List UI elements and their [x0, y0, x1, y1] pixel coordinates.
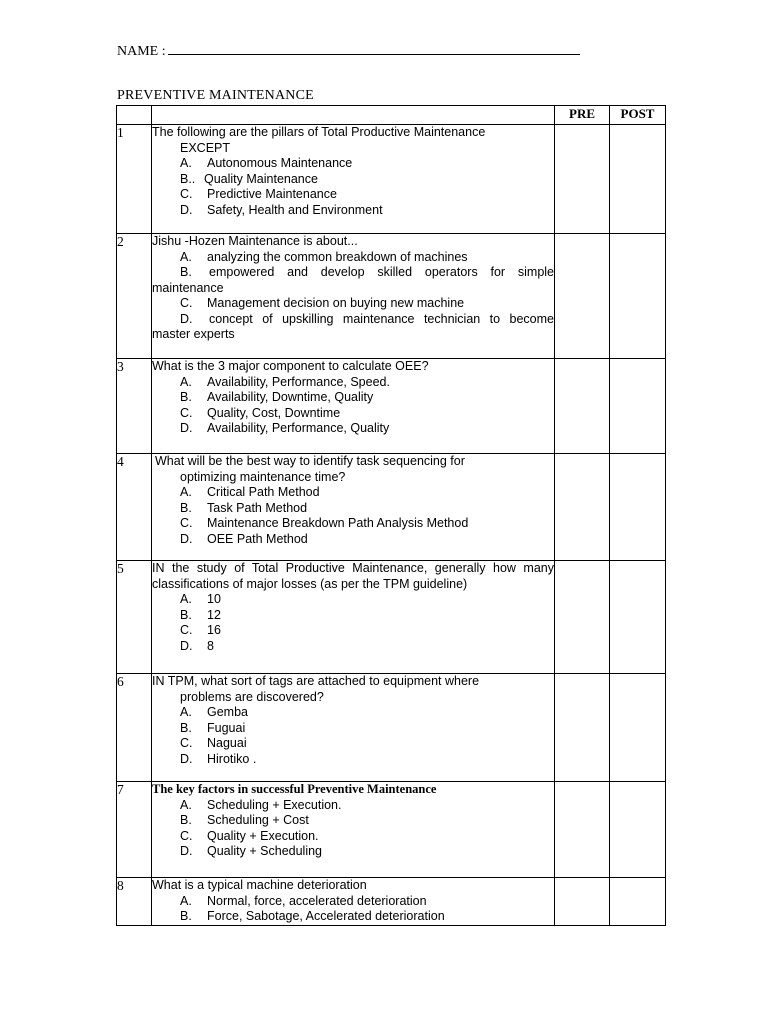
pre-answer-cell[interactable]: [555, 674, 610, 782]
question-number: 7: [117, 782, 152, 878]
option-b: B. Fuguai: [180, 720, 246, 735]
option-a: A. 10: [180, 592, 221, 606]
post-answer-cell[interactable]: [610, 561, 666, 674]
name-field[interactable]: [117, 42, 580, 60]
option-a: A. Normal, force, accelerated deterioration: [180, 893, 427, 908]
question-cell: [152, 561, 555, 674]
option-c: C. Quality + Execution.: [180, 828, 319, 843]
pre-answer-cell[interactable]: [555, 878, 610, 926]
question-stem: Jishu -Hozen Maintenance is about...: [152, 234, 358, 248]
question-stem-continued: optimizing maintenance time?: [180, 469, 346, 484]
question-cell: [152, 674, 555, 782]
option-d: D. 8: [180, 638, 214, 653]
header-num-cell: [117, 106, 152, 125]
question-cell: [152, 782, 555, 878]
option-b: B. Task Path Method: [180, 500, 308, 515]
option-c: C. 16: [180, 623, 221, 637]
question-number: 6: [117, 674, 152, 782]
option-b: B. Force, Sabotage, Accelerated deterioration: [180, 909, 445, 923]
post-answer-cell[interactable]: [610, 359, 666, 454]
question-stem: The key factors in successful Preventive Maintenance: [152, 782, 437, 796]
option-a: A. Critical Path Method: [180, 485, 320, 499]
option-a: A. analyzing the common breakdown of machines: [180, 249, 468, 264]
question-stem: What is a typical machine deterioration: [152, 878, 367, 892]
option-c: C. Management decision on buying new machine: [180, 296, 465, 310]
header-question-cell: [152, 106, 555, 125]
option-d: D. Quality + Scheduling: [180, 844, 323, 858]
option-b: B. empowered and develop skilled operators for simple maintenance: [152, 265, 554, 295]
post-answer-cell[interactable]: [610, 454, 666, 561]
option-d: D. OEE Path Method: [180, 531, 308, 546]
question-row-8: [117, 878, 666, 926]
question-stem: The following are the pillars of Total Productive Maintenance: [152, 125, 486, 139]
pre-answer-cell[interactable]: [555, 782, 610, 878]
pre-answer-cell[interactable]: [555, 454, 610, 561]
header-row: [117, 106, 666, 125]
post-answer-cell[interactable]: [610, 125, 666, 234]
option-a: A. Availability, Performance, Speed.: [180, 374, 390, 389]
question-cell: [152, 454, 555, 561]
question-number: 2: [117, 234, 152, 359]
option-c: C. Naguai: [180, 736, 247, 750]
question-number: 4: [117, 454, 152, 561]
option-b: B.. Quality Maintenance: [180, 171, 318, 186]
option-c: C. Predictive Maintenance: [180, 187, 337, 201]
post-answer-cell[interactable]: [610, 674, 666, 782]
question-row-5: [117, 561, 666, 674]
option-b: B. 12: [180, 607, 221, 622]
option-d: D. Availability, Performance, Quality: [180, 421, 390, 435]
question-row-6: [117, 674, 666, 782]
post-answer-cell[interactable]: [610, 878, 666, 926]
post-answer-cell[interactable]: [610, 782, 666, 878]
pre-answer-cell[interactable]: [555, 234, 610, 359]
question-row-1: [117, 125, 666, 234]
post-answer-cell[interactable]: [610, 234, 666, 359]
question-stem-continued: EXCEPT: [180, 140, 231, 155]
question-row-4: [117, 454, 666, 561]
question-row-2: [117, 234, 666, 359]
question-cell: [152, 234, 555, 359]
question-stem: What is the 3 major component to calculate OEE?: [152, 359, 429, 373]
question-stem: What will be the best way to identify task sequencing for: [155, 454, 465, 468]
name-blank-line[interactable]: [168, 42, 580, 55]
page-title: PREVENTIVE MAINTENANCE: [117, 88, 314, 103]
question-number: 1: [117, 125, 152, 234]
quiz-table: [116, 105, 666, 926]
question-number: 3: [117, 359, 152, 454]
option-c: C. Maintenance Breakdown Path Analysis Method: [180, 516, 469, 530]
option-a: A. Gemba: [180, 705, 248, 719]
question-row-3: [117, 359, 666, 454]
question-stem-continued: problems are discovered?: [180, 689, 324, 704]
question-row-7: [117, 782, 666, 878]
option-c: C. Quality, Cost, Downtime: [180, 405, 341, 420]
option-d: D. Hirotiko .: [180, 751, 257, 766]
option-a: A. Scheduling + Execution.: [180, 797, 342, 812]
pre-answer-cell[interactable]: [555, 359, 610, 454]
header-post: POST: [610, 106, 666, 125]
question-cell: [152, 359, 555, 454]
option-a: A. Autonomous Maintenance: [180, 156, 353, 170]
pre-answer-cell[interactable]: [555, 125, 610, 234]
name-label: NAME :: [117, 44, 166, 59]
header-pre: PRE: [555, 106, 610, 125]
question-cell: [152, 878, 555, 926]
option-b: B. Availability, Downtime, Quality: [180, 390, 374, 404]
option-d: D. concept of upskilling maintenance technician to become master experts: [152, 311, 554, 341]
question-number: 5: [117, 561, 152, 674]
question-cell: [152, 125, 555, 234]
option-d: D. Safety, Health and Environment: [180, 202, 383, 217]
pre-answer-cell[interactable]: [555, 561, 610, 674]
question-number: 8: [117, 878, 152, 926]
question-stem: IN TPM, what sort of tags are attached to equipment where: [152, 674, 480, 688]
option-b: B. Scheduling + Cost: [180, 813, 309, 827]
question-stem: IN the study of Total Productive Maintenance, generally how many classifications of major losses (as per the TPM guideline): [152, 561, 554, 591]
